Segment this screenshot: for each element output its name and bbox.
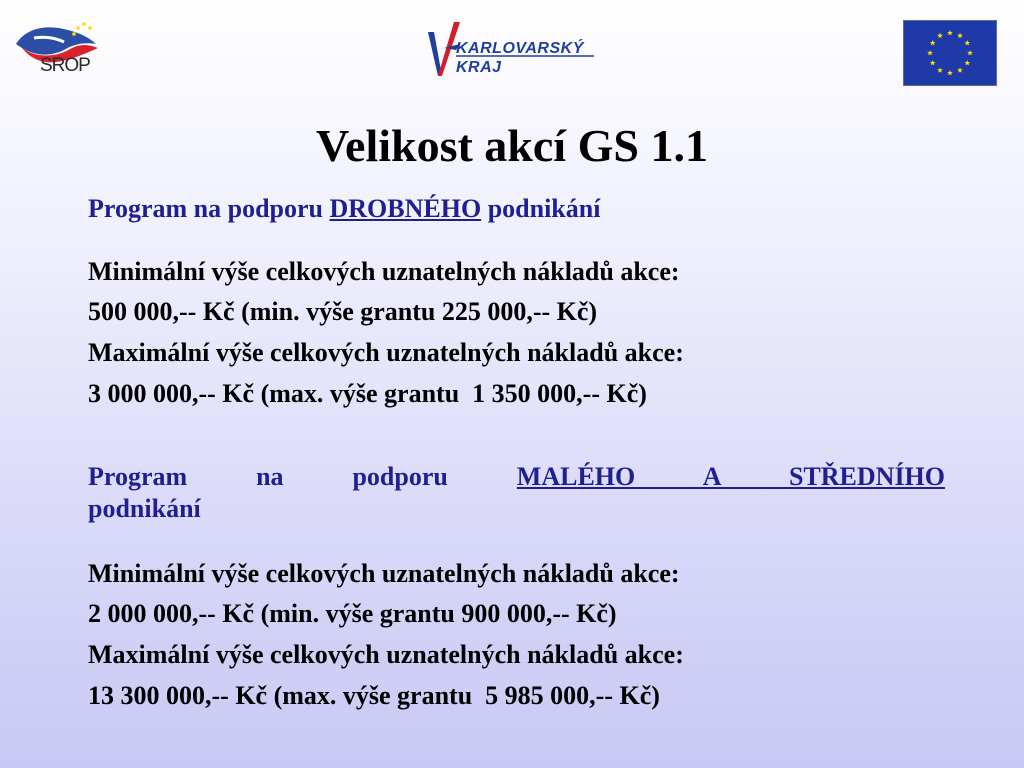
eu-star-icon — [930, 60, 936, 65]
block1-min-value: 500 000,-- Kč (min. výše grantu 225 000,-- Kč) — [88, 297, 598, 326]
eu-flag-icon — [903, 20, 997, 86]
eu-star-icon — [937, 67, 943, 72]
block1-max-value: 3 000 000,-- Kč (max. výše grantu 1 350 000,-- Kč) — [88, 379, 647, 408]
program-heading-small-business — [88, 195, 945, 223]
program2-word1: Program — [88, 462, 188, 491]
program2-emphasis: MALÉHO A STŘEDNÍHO — [516, 462, 946, 491]
eu-star-icon — [964, 60, 970, 65]
program2-word2: na — [256, 462, 284, 491]
block1-max-label: Maximální výše celkových uznatelných nákladů akce: — [88, 338, 684, 367]
program2-line2: podnikání — [88, 494, 201, 523]
program1-emphasis: DROBNÉHO — [329, 194, 482, 223]
program2-word3: podporu — [352, 462, 448, 491]
eu-star-icon — [947, 70, 953, 75]
eu-star-icon — [964, 40, 970, 45]
block2-min-label: Minimální výše celkových uznatelných nákladů akce: — [88, 559, 680, 588]
eu-star-icon — [967, 50, 973, 55]
block1-min-label: Minimální výše celkových uznatelných nákladů akce: — [88, 257, 680, 286]
block2-min-value: 2 000 000,-- Kč (min. výše grantu 900 000,-- Kč) — [88, 599, 617, 628]
eu-star-icon — [957, 33, 963, 38]
program1-suffix: podnikání — [481, 194, 601, 223]
block2-max-label: Maximální výše celkových uznatelných nákladů akce: — [88, 640, 684, 669]
kraj-logo-line1: KARLOVARSKÝ — [456, 40, 584, 57]
eu-star-icon — [957, 67, 963, 72]
kraj-logo-line2: KRAJ — [456, 59, 502, 76]
eu-star-icon — [930, 40, 936, 45]
srop-logo-text: SROP — [40, 55, 90, 76]
program-heading-sme — [88, 463, 945, 491]
slide-title: Velikost akcí GS 1.1 — [316, 120, 708, 171]
eu-star-icon — [937, 33, 943, 38]
program1-prefix: Program na podporu — [88, 194, 330, 223]
block2-max-value: 13 300 000,-- Kč (max. výše grantu 5 985 000,-- Kč) — [88, 681, 660, 710]
eu-star-icon — [927, 50, 933, 55]
eu-star-icon — [947, 30, 953, 35]
